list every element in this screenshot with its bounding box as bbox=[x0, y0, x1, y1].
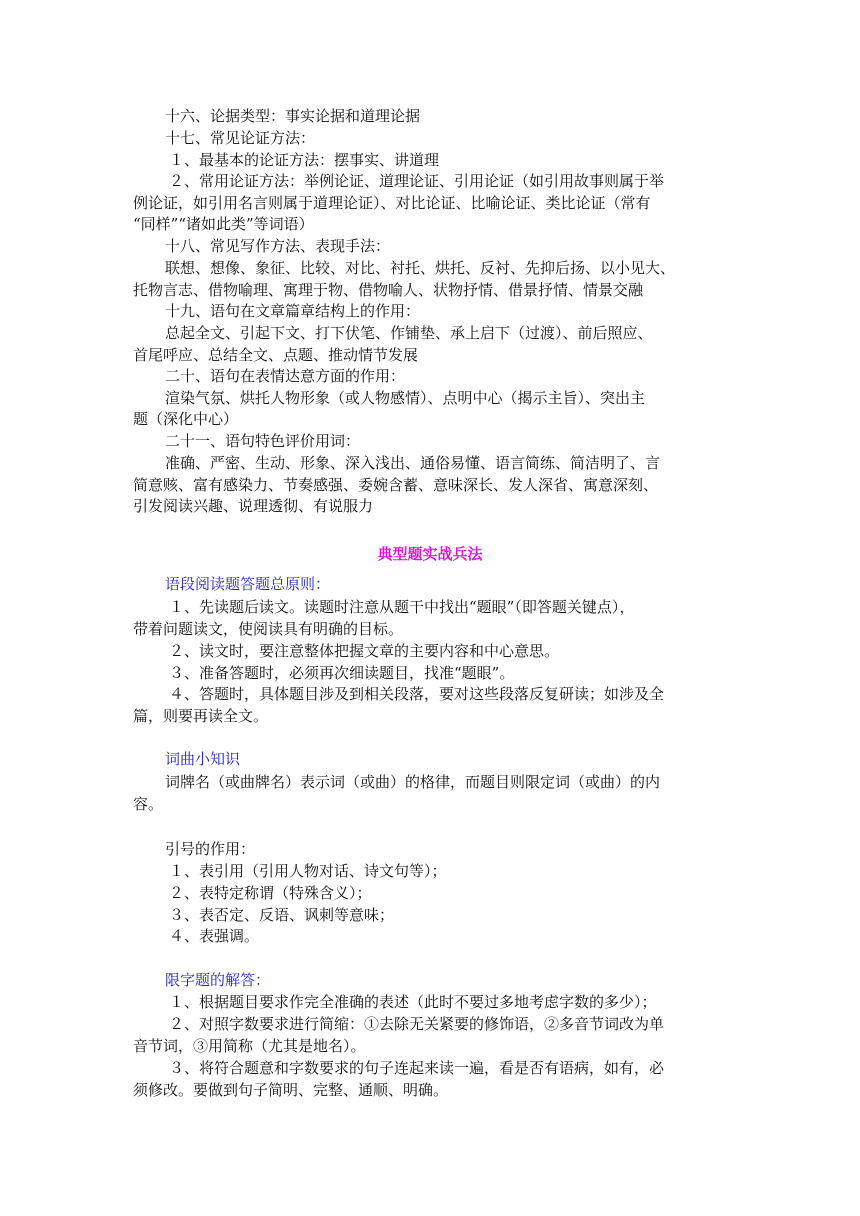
text-line: ４、表强调。 bbox=[169, 927, 260, 945]
text-line: ２、读文时，要注意整体把握文章的主要内容和中心意思。 bbox=[169, 642, 560, 660]
subsection-heading: 词曲小知识 bbox=[165, 750, 241, 768]
subsection-heading: 引号的作用： bbox=[165, 840, 256, 858]
text-line: ２、常用论证方法：举例论证、道理论证、引用论证（如引用故事则属于举 bbox=[169, 172, 665, 190]
text-line: 题（深化中心） bbox=[133, 410, 239, 428]
text-line: 例论证，如引用名言则属于道理论证）、对比论证、比喻论证、类比论证（常有 bbox=[133, 194, 651, 212]
text-line: ２、表特定称谓（特殊含义）； bbox=[169, 884, 372, 902]
text-line: １、最基本的论证方法：摆事实、讲道理 bbox=[169, 151, 440, 169]
text-line: １、根据题目要求作完全准确的表述（此时不要过多地考虑字数的多少）； bbox=[169, 993, 657, 1011]
text-line: 十九、语句在文章篇章结构上的作用： bbox=[165, 302, 421, 320]
text-line: 准确、严密、生动、形象、深入浅出、通俗易懂、语言简练、简洁明了、言 bbox=[165, 454, 661, 472]
text-line: 带着问题读文，使阅读具有明确的目标。 bbox=[133, 620, 404, 638]
text-line: ３、将符合题意和字数要求的句子连起来读一遍，看是否有语病，如有，必 bbox=[169, 1059, 665, 1077]
text-line: “同样”“诸如此类”等词语） bbox=[133, 215, 314, 233]
text-line: ３、表否定、反语、讽刺等意味； bbox=[169, 906, 395, 924]
text-line: 二十、语句在表情达意方面的作用： bbox=[165, 367, 406, 385]
text-line: 容。 bbox=[133, 795, 164, 813]
text-line: 简意赅、富有感染力、节奏感强、委婉含蓄、意味深长、发人深省、寓意深刻、 bbox=[133, 476, 659, 494]
text-line: 首尾呼应、总结全文、点题、推动情节发展 bbox=[133, 346, 419, 364]
text-line: 十七、常见论证方法： bbox=[165, 129, 316, 147]
text-line: 联想、想像、象征、比较、对比、衬托、烘托、反衬、先抑后扬、以小见大、 bbox=[165, 259, 676, 277]
subsection-heading: 语段阅读题答题总原则： bbox=[165, 575, 331, 593]
text-line: 词牌名（或曲牌名）表示词（或曲）的格律，而题目则限定词（或曲）的内 bbox=[165, 773, 661, 791]
text-line: 十六、论据类型：事实论据和道理论据 bbox=[165, 107, 421, 125]
text-line: 渲染气氛、烘托人物形象（或人物感情）、点明中心（揭示主旨）、突出主 bbox=[165, 389, 646, 407]
text-line: 篇，则要再读全文。 bbox=[133, 707, 269, 725]
text-line: 十八、常见写作方法、表现手法： bbox=[165, 237, 391, 255]
text-line: 总起全文、引起下文、打下伏笔、作铺垫、承上启下（过渡）、前后照应、 bbox=[165, 324, 653, 342]
text-line: １、先读题后读文。读题时注意从题干中找出“题眼”（即答题关键点）， bbox=[169, 598, 635, 616]
text-line: １、表引用（引用人物对话、诗文句等）； bbox=[169, 862, 447, 880]
text-line: ４、答题时，具体题目涉及到相关段落，要对这些段落反复研读；如涉及全 bbox=[169, 685, 665, 703]
text-line: 托物言志、借物喻理、寓理于物、借物喻人、状物抒情、借景抒情、情景交融 bbox=[133, 281, 644, 299]
text-line: 引发阅读兴趣、说理透彻、有说服力 bbox=[133, 497, 374, 515]
text-line: 须修改。要做到句子简明、完整、通顺、明确。 bbox=[133, 1081, 449, 1099]
text-line: 音节词，③用简称（尤其是地名）。 bbox=[133, 1037, 366, 1055]
text-line: ２、对照字数要求进行简缩：①去除无关紧要的修饰语，②多音节词改为单 bbox=[169, 1015, 665, 1033]
text-line: 二十一、语句特色评价用词： bbox=[165, 432, 361, 450]
subsection-heading: 限字题的解答： bbox=[165, 971, 271, 989]
text-line: ３、准备答题时，必须再次细读题目，找准“题眼”。 bbox=[169, 664, 515, 682]
section-title: 典型题实战兵法 bbox=[377, 545, 483, 563]
